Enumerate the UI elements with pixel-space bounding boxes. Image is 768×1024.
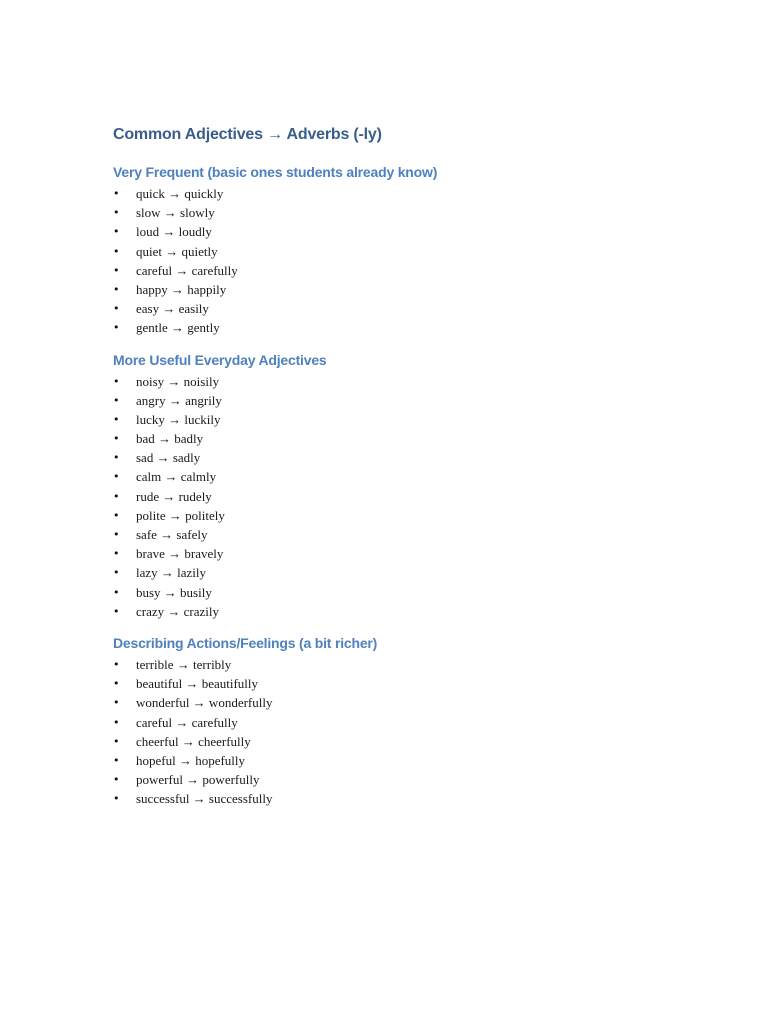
- list-item: [113, 544, 713, 563]
- bullet-icon: •: [113, 451, 120, 465]
- list-item: [113, 280, 713, 299]
- adjective-adverb-pair: powerful → powerfully: [136, 772, 260, 788]
- adjective-adverb-pair: busy → busily: [136, 584, 212, 600]
- adjective-adverb-pair: rude → rudely: [136, 488, 212, 504]
- adjective-adverb-pair: easy → easily: [136, 301, 209, 317]
- bullet-icon: •: [113, 263, 120, 277]
- bullet-icon: •: [113, 225, 120, 239]
- adjective-adverb-pair: cheerful → cheerfully: [136, 733, 251, 749]
- adjective-adverb-pair: brave → bravely: [136, 546, 224, 562]
- list-item: [113, 583, 713, 602]
- bullet-icon: •: [113, 696, 120, 710]
- bullet-icon: •: [113, 734, 120, 748]
- adjective-adverb-pair: noisy → noisily: [136, 373, 220, 389]
- adjective-adverb-pair: slow → slowly: [136, 205, 215, 221]
- list-item: [113, 261, 713, 280]
- list-item: [113, 318, 713, 337]
- list-item: [113, 299, 713, 318]
- section-heading: More Useful Everyday Adjectives: [113, 351, 327, 368]
- list-item: [113, 184, 713, 203]
- list-item: [113, 602, 713, 621]
- list-item: [113, 506, 713, 525]
- adjective-adverb-pair: safe → safely: [136, 527, 208, 542]
- adjective-adverb-pair: hopeful → hopefully: [136, 752, 246, 768]
- adjective-adverb-pair: lucky → luckily: [136, 411, 221, 427]
- bullet-icon: •: [113, 753, 120, 767]
- sections-container: [113, 162, 713, 808]
- adjective-adverb-pair: careful → carefully: [136, 262, 238, 278]
- adjective-adverb-pair: quick → quickly: [136, 186, 224, 201]
- bullet-icon: •: [113, 393, 120, 407]
- list-item: [113, 242, 713, 261]
- list-item: [113, 203, 713, 222]
- bullet-icon: •: [113, 282, 120, 296]
- list-item: [113, 467, 713, 486]
- list-item: [113, 751, 713, 770]
- list-item: [113, 222, 713, 241]
- list-item: [113, 713, 713, 732]
- bullet-icon: •: [113, 187, 120, 200]
- bullet-icon: •: [113, 244, 120, 258]
- adjective-adverb-pair: calm → calmly: [136, 469, 217, 485]
- list-item: [113, 448, 713, 467]
- section-heading: Describing Actions/Feelings (a bit richer): [113, 634, 378, 651]
- list-item: [113, 674, 713, 693]
- bullet-icon: •: [113, 489, 120, 503]
- adjective-adverb-pair: careful → carefully: [136, 714, 238, 730]
- section-heading: Very Frequent (basic ones students already know): [113, 164, 438, 180]
- adjective-adverb-pair: angry → angrily: [136, 392, 222, 408]
- list-item: [113, 391, 713, 410]
- adjective-adverb-pair: gentle → gently: [136, 320, 220, 336]
- bullet-icon: •: [113, 585, 120, 599]
- adjective-adverb-pair: crazy → crazily: [136, 603, 220, 619]
- list-item: [113, 410, 713, 429]
- bullet-icon: •: [113, 773, 120, 787]
- bullet-icon: •: [113, 412, 120, 426]
- adjective-adverb-pair: bad → badly: [136, 431, 204, 447]
- word-list: [113, 655, 713, 809]
- list-item: [113, 732, 713, 751]
- bullet-icon: •: [113, 302, 120, 316]
- adjective-adverb-pair: lazy → lazily: [136, 565, 207, 581]
- bullet-icon: •: [113, 547, 120, 561]
- bullet-icon: •: [113, 657, 120, 671]
- list-item: [113, 770, 713, 789]
- list-item: [113, 429, 713, 448]
- document-title: Common Adjectives → Adverbs (-ly): [113, 126, 382, 143]
- list-item: [113, 525, 713, 544]
- adjective-adverb-pair: sad → sadly: [136, 450, 201, 466]
- bullet-icon: •: [113, 792, 120, 806]
- list-item: [113, 655, 713, 674]
- list-item: [113, 487, 713, 506]
- bullet-icon: •: [113, 432, 120, 446]
- adjective-adverb-pair: wonderful → wonderfully: [136, 695, 273, 711]
- bullet-icon: •: [113, 206, 120, 220]
- bullet-icon: •: [113, 508, 120, 522]
- adjective-adverb-pair: quiet → quietly: [136, 243, 218, 259]
- bullet-icon: •: [113, 715, 120, 729]
- bullet-icon: •: [113, 470, 120, 484]
- bullet-icon: •: [113, 321, 120, 335]
- bullet-icon: •: [113, 566, 120, 580]
- adjective-adverb-pair: terrible → terribly: [136, 656, 232, 672]
- adjective-adverb-pair: polite → politely: [136, 507, 225, 523]
- word-list: [113, 184, 713, 338]
- list-item: [113, 693, 713, 712]
- list-item: [113, 563, 713, 582]
- adjective-adverb-pair: loud → loudly: [136, 224, 212, 240]
- adjective-adverb-pair: beautiful → beautifully: [136, 676, 259, 692]
- bullet-icon: •: [113, 374, 120, 388]
- adjective-adverb-pair: happy → happily: [136, 281, 227, 297]
- list-item: [113, 372, 713, 391]
- document-body: [113, 124, 713, 820]
- bullet-icon: •: [113, 677, 120, 691]
- word-list: [113, 372, 713, 621]
- bullet-icon: •: [113, 604, 120, 618]
- list-item: [113, 789, 713, 808]
- adjective-adverb-pair: successful → successfully: [136, 791, 273, 807]
- bullet-icon: •: [113, 528, 120, 541]
